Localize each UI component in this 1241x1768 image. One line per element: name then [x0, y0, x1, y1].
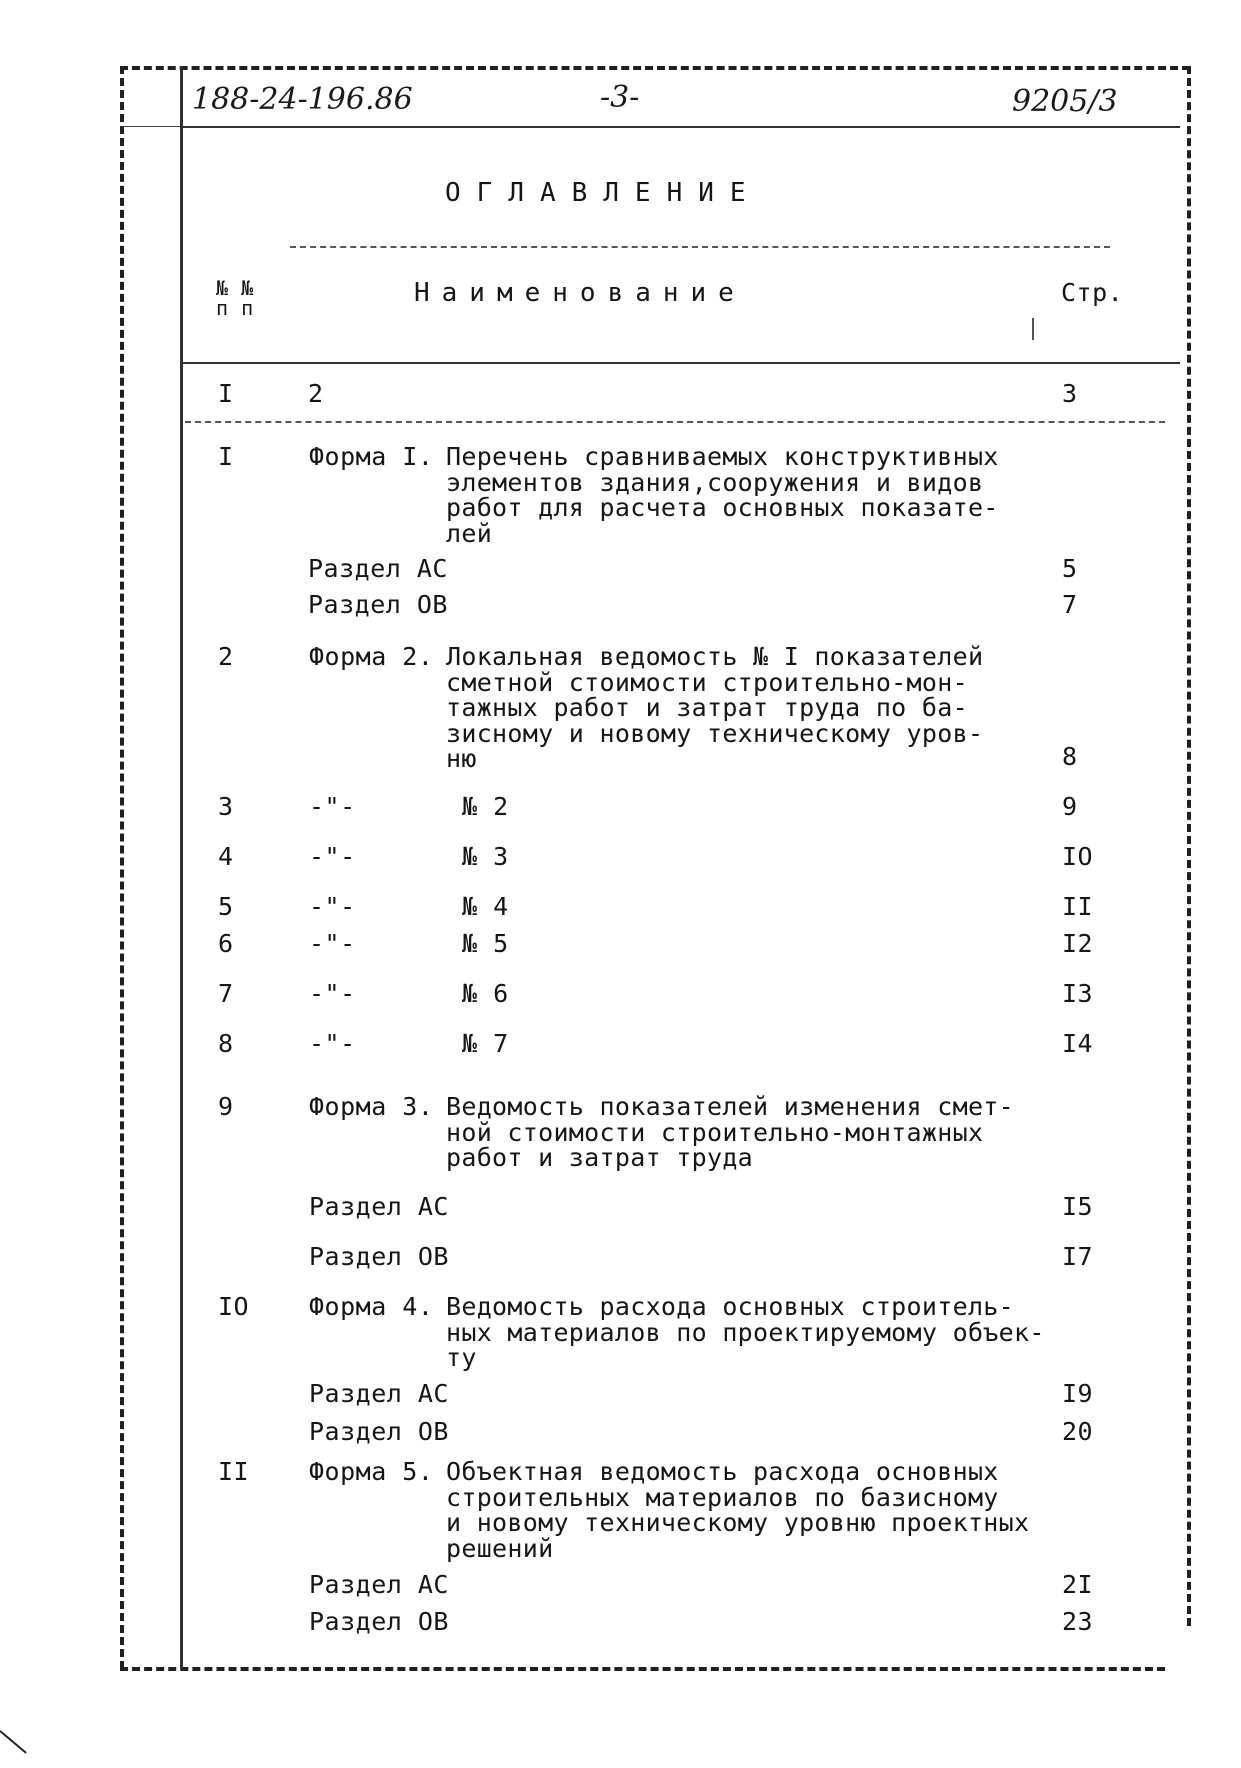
entry-number: 8 — [218, 1029, 234, 1058]
entry-page: I3 — [1062, 979, 1094, 1008]
section-name: Раздел АС — [309, 1570, 449, 1599]
description-line: ных материалов по проектируемому объек- — [446, 1317, 1045, 1347]
index-row-rule — [185, 421, 1165, 423]
entry-ditto: -"- — [309, 792, 356, 821]
section-name: Раздел АС — [308, 554, 448, 583]
frame-bottom-border — [120, 1667, 1165, 1671]
entry-ref: № 4 — [462, 892, 509, 921]
table-top-rule — [290, 246, 1110, 248]
description-line: сметной стоимости строительно-мон- — [446, 667, 968, 697]
pen-stroke-mark — [0, 1730, 27, 1753]
page-marker: -3- — [600, 80, 640, 115]
page-column-header: Стр. — [1061, 278, 1124, 307]
entry-description — [446, 444, 999, 546]
section-page: I7 — [1062, 1242, 1094, 1271]
description-line: тажных работ и затрат труда по ба- — [446, 693, 968, 722]
header-bottom-rule — [180, 362, 1180, 364]
description-line: ту — [446, 1343, 477, 1372]
entry-number: 3 — [218, 792, 234, 821]
entry-number: 7 — [218, 979, 234, 1008]
entry-ditto: -"- — [309, 842, 356, 871]
entry-ditto: -"- — [309, 892, 356, 921]
entry-ref: № 6 — [462, 979, 509, 1008]
description-line: элементов здания,сооружения и видов — [446, 467, 984, 497]
frame-top-border — [120, 66, 1190, 70]
frame-left-border — [120, 66, 124, 1669]
entry-number: II — [218, 1457, 250, 1486]
entry-ref: № 2 — [462, 792, 509, 821]
description-line: ню — [446, 744, 477, 773]
description-line: Ведомость расхода основных строитель- — [446, 1292, 1014, 1321]
section-name: Раздел ОВ — [309, 1607, 449, 1636]
entry-page: 9 — [1062, 792, 1078, 821]
page-title: ОГЛАВЛЕНИЕ — [445, 178, 762, 208]
entry-page: 8 — [1062, 742, 1078, 771]
entry-number: 5 — [218, 892, 234, 921]
entry-number: 4 — [218, 842, 234, 871]
description-line: работ для расчета основных показате- — [446, 493, 999, 522]
entry-page: II — [1062, 892, 1094, 921]
entry-page: I4 — [1062, 1029, 1094, 1058]
entry-ditto: -"- — [309, 929, 356, 958]
entry-form-label: Форма 3. — [309, 1092, 434, 1121]
entry-page: I2 — [1062, 929, 1094, 958]
column-index-num: I — [218, 379, 234, 408]
entry-number: 9 — [218, 1092, 234, 1121]
section-name: Раздел ОВ — [308, 590, 448, 619]
archive-number: 9205/3 — [1012, 84, 1118, 119]
section-page: I5 — [1062, 1192, 1094, 1221]
section-page: 5 — [1062, 554, 1078, 583]
description-line: и новому техническому уровню проектных — [446, 1508, 1030, 1537]
entry-number: IO — [218, 1292, 250, 1321]
num-column-header-line2: п п — [216, 296, 254, 320]
entry-form-label: Форма I. — [309, 442, 434, 471]
section-page: 2I — [1062, 1570, 1094, 1599]
section-name: Раздел АС — [309, 1379, 449, 1408]
entry-ditto: -"- — [309, 1029, 356, 1058]
entry-description — [446, 1094, 1014, 1171]
column-index-name: 2 — [308, 379, 324, 408]
entry-number: 6 — [218, 929, 234, 958]
description-line: Ведомость показателей изменения смет- — [446, 1092, 1014, 1121]
description-line: лей — [446, 518, 493, 548]
description-line: Объектная ведомость расхода основных — [446, 1457, 999, 1486]
entry-number: I — [218, 442, 234, 471]
name-column-header: Наименование — [414, 278, 746, 308]
frame-right-border — [1187, 66, 1191, 1626]
section-name: Раздел ОВ — [309, 1242, 449, 1271]
description-line: Перечень сравниваемых конструктивных — [446, 442, 999, 471]
entry-page: IO — [1062, 842, 1094, 871]
entry-description — [446, 644, 983, 772]
section-page: I9 — [1062, 1379, 1094, 1408]
header-rule — [180, 126, 1180, 128]
entry-form-label: Форма 2. — [309, 642, 434, 671]
section-name: Раздел АС — [309, 1192, 449, 1221]
num-column-header-line1: № № — [216, 276, 254, 300]
entry-ref: № 7 — [462, 1029, 509, 1058]
entry-description — [446, 1459, 1029, 1561]
section-page: 20 — [1062, 1417, 1094, 1446]
section-page: 23 — [1062, 1607, 1094, 1636]
entry-ref: № 5 — [462, 929, 509, 958]
entry-form-label: Форма 4. — [309, 1292, 434, 1321]
margin-rule — [122, 126, 180, 127]
description-line: работ и затрат труда — [446, 1143, 754, 1172]
description-line: Локальная ведомость № I показателей — [446, 642, 984, 671]
entry-ditto: -"- — [309, 979, 356, 1008]
section-page: 7 — [1062, 590, 1078, 619]
column-divider — [1032, 318, 1034, 340]
doc-code: 188-24-196.86 — [192, 82, 413, 117]
description-line: строительных материалов по базисному — [446, 1482, 999, 1512]
entry-ref: № 3 — [462, 842, 509, 871]
entry-description — [446, 1294, 1045, 1371]
description-line: зисному и новому техническому уров- — [446, 718, 984, 748]
entry-number: 2 — [218, 642, 234, 671]
column-index-page: 3 — [1062, 379, 1078, 408]
description-line: решений — [446, 1533, 554, 1563]
description-line: ной стоимости строительно-монтажных — [446, 1117, 984, 1147]
frame-inner-left-border — [180, 66, 183, 1669]
section-name: Раздел ОВ — [309, 1417, 449, 1446]
entry-form-label: Форма 5. — [309, 1457, 434, 1486]
